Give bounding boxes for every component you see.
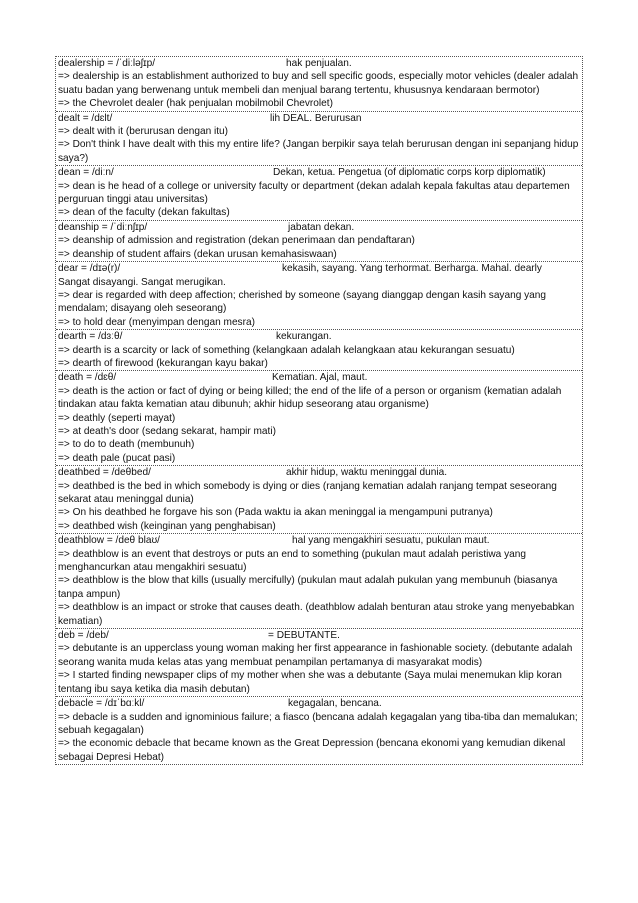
headword: death = /dɛθ/ — [58, 372, 117, 384]
example-line: => deathly (seperti mayat) — [58, 412, 176, 424]
translation: jabatan dekan. — [288, 221, 355, 233]
example-line: => deanship of admission and registration (dekan penerimaan dan pendaftaran) — [58, 235, 415, 247]
example-line: => dean is he head of a college or university faculty or department (dekan adalah kepala fakultas atau departemen perguruan tinggi atau universitas) — [58, 180, 570, 206]
example-line: => the Chevrolet dealer (hak penjualan mobilmobil Chevrolet) — [58, 98, 333, 110]
example-line: => deathblow is the blow that kills (usually mercifully) (pukulan maut adalah pukulan yang membunuh (biasanya tanpa ampun) — [58, 575, 558, 600]
example-line: => debacle is a sudden and ignominious failure; a fiasco (bencana adalah kegagalan yang tiba-tiba dan memalukan; sebuah kegagalan) — [58, 711, 578, 736]
headword: deb = /deb/ — [58, 630, 109, 642]
translation: = DEBUTANTE. — [268, 630, 340, 642]
translation: Kematian. Ajal, maut. — [272, 372, 368, 384]
headword: dear = /dɪə(r)/ — [58, 263, 121, 275]
example-line: => the economic debacle that became known as the Great Depression (bencana ekonomi yang kemudian dikenal sebagai Depresi Hebat) — [58, 738, 566, 763]
entry-dealt — [56, 112, 582, 167]
entry-dealership — [56, 57, 582, 112]
entry-dear — [56, 262, 582, 330]
entry-head — [58, 629, 580, 642]
example-line: => Don't think I have dealt with this my entire life? (Jangan berpikir saya telah berurusan dengan ini sepanjang hidup saya?) — [58, 139, 579, 164]
headword: deanship = /ˈdiːnʃɪp/ — [58, 221, 148, 233]
headword: debacle = /dɪˈbɑːkl/ — [58, 698, 145, 710]
entry-head — [58, 262, 580, 275]
translation: kekasih, sayang. Yang terhormat. Berharga. Mahal. dearly — [282, 263, 542, 275]
translation: Dekan, ketua. Pengetua (of diplomatic corps korp diplomatik) — [273, 167, 546, 179]
example-line: => On his deathbed he forgave his son (Pada waktu ia akan meninggal ia mengampuni putranya) — [58, 507, 493, 519]
entry-dearth — [56, 330, 582, 371]
example-line: => deathblow is an impact or stroke that causes death. (deathblow adalah benturan atau stroke yang menyebabkan kematian) — [58, 602, 575, 627]
example-line: => dealt with it (berurusan dengan itu) — [58, 126, 229, 138]
entry-head — [58, 697, 580, 710]
entry-death — [56, 371, 582, 466]
translation: hak penjualan. — [286, 58, 352, 69]
example-line: => deathbed wish (keinginan yang penghabisan) — [58, 520, 276, 532]
example-line: => to hold dear (menyimpan dengan mesra) — [58, 316, 255, 328]
entry-deb — [56, 629, 582, 697]
entry-head — [58, 534, 580, 547]
translation: kegagalan, bencana. — [288, 698, 382, 710]
entry-head — [58, 166, 580, 179]
example-line: => dearth is a scarcity or lack of something (kelangkaan adalah kelangkaan atau kekurangan sesuatu) — [58, 344, 515, 356]
entry-deanship — [56, 221, 582, 262]
example-line: => debutante is an upperclass young woman making her first appearance in fashionable society. (debutante adalah seorang wanita muda kelas atas yang membuat penampilan pertamanya di masyarakat modis) — [58, 643, 573, 668]
example-line: => at death's door (sedang sekarat, hampir mati) — [58, 425, 276, 437]
example-line: => dearth of firewood (kekurangan kayu bakar) — [58, 357, 268, 369]
example-line: => deanship of student affairs (dekan urusan kemahasiswaan) — [58, 248, 337, 260]
example-line: => dean of the faculty (dekan fakultas) — [58, 207, 230, 219]
example-line: => I started finding newspaper clips of my mother when she was a debutante (Saya mulai menemukan klip koran tentang ibu saya ketika dia masih debutan) — [58, 670, 562, 695]
headword: deathbed = /deθbed/ — [58, 467, 151, 479]
entry-head — [58, 466, 580, 479]
entry-head — [58, 371, 580, 384]
entry-dean — [56, 166, 582, 221]
headword: dealership = /ˈdiːlǝʃɪp/ — [58, 58, 156, 69]
headword: dealt = /dɛlt/ — [58, 112, 113, 124]
example-line: => deathbed is the bed in which somebody is dying or dies (ranjang kematian adalah ranjang tempat seseorang sekarat atau meninggal dunia) — [58, 480, 557, 505]
entry-debacle — [56, 697, 582, 764]
example-line: => to do to death (membunuh) — [58, 439, 195, 451]
example-line: Sangat disayangi. Sangat merugikan. — [58, 276, 226, 288]
translation: akhir hidup, waktu meninggal dunia. — [286, 467, 448, 479]
headword: deathblow = /deθ blaʊ/ — [58, 535, 160, 547]
example-line: => dear is regarded with deep affection; cherished by someone (sayang dianggap dengan kasih sayang yang mendalam; disayang oleh seseorang) — [58, 289, 547, 315]
entry-head — [58, 330, 580, 343]
translation: kekurangan. — [276, 331, 332, 343]
entry-deathblow — [56, 534, 582, 629]
entry-head — [58, 57, 580, 70]
entry-head — [58, 221, 580, 234]
example-line: => dealership is an establishment authorized to buy and sell specific goods, especially motor vehicles (dealer adalah suatu badan yang berwenang untuk membeli dan menjual barang tertentu, khususnya kendaraan bermotor) — [58, 71, 579, 96]
entry-head — [58, 112, 580, 125]
example-line: => death pale (pucat pasi) — [58, 452, 176, 464]
translation: lih DEAL. Berurusan — [270, 112, 362, 124]
example-line: => death is the action or fact of dying or being killed; the end of the life of a person or organism (kematian adalah tindakan atau fakta kematian atau dibunuh; akhir hidup seseorang atau organisme) — [58, 385, 562, 411]
example-line: => deathblow is an event that destroys or puts an end to something (pukulan maut adalah peristiwa yang menghancurkan atau mengakhiri sesuatu) — [58, 548, 526, 574]
dictionary-page — [55, 56, 583, 765]
headword: dean = /diːn/ — [58, 167, 114, 179]
translation: hal yang mengakhiri sesuatu, pukulan maut. — [292, 535, 490, 547]
entry-deathbed — [56, 466, 582, 534]
headword: dearth = /dɜːθ/ — [58, 331, 123, 343]
